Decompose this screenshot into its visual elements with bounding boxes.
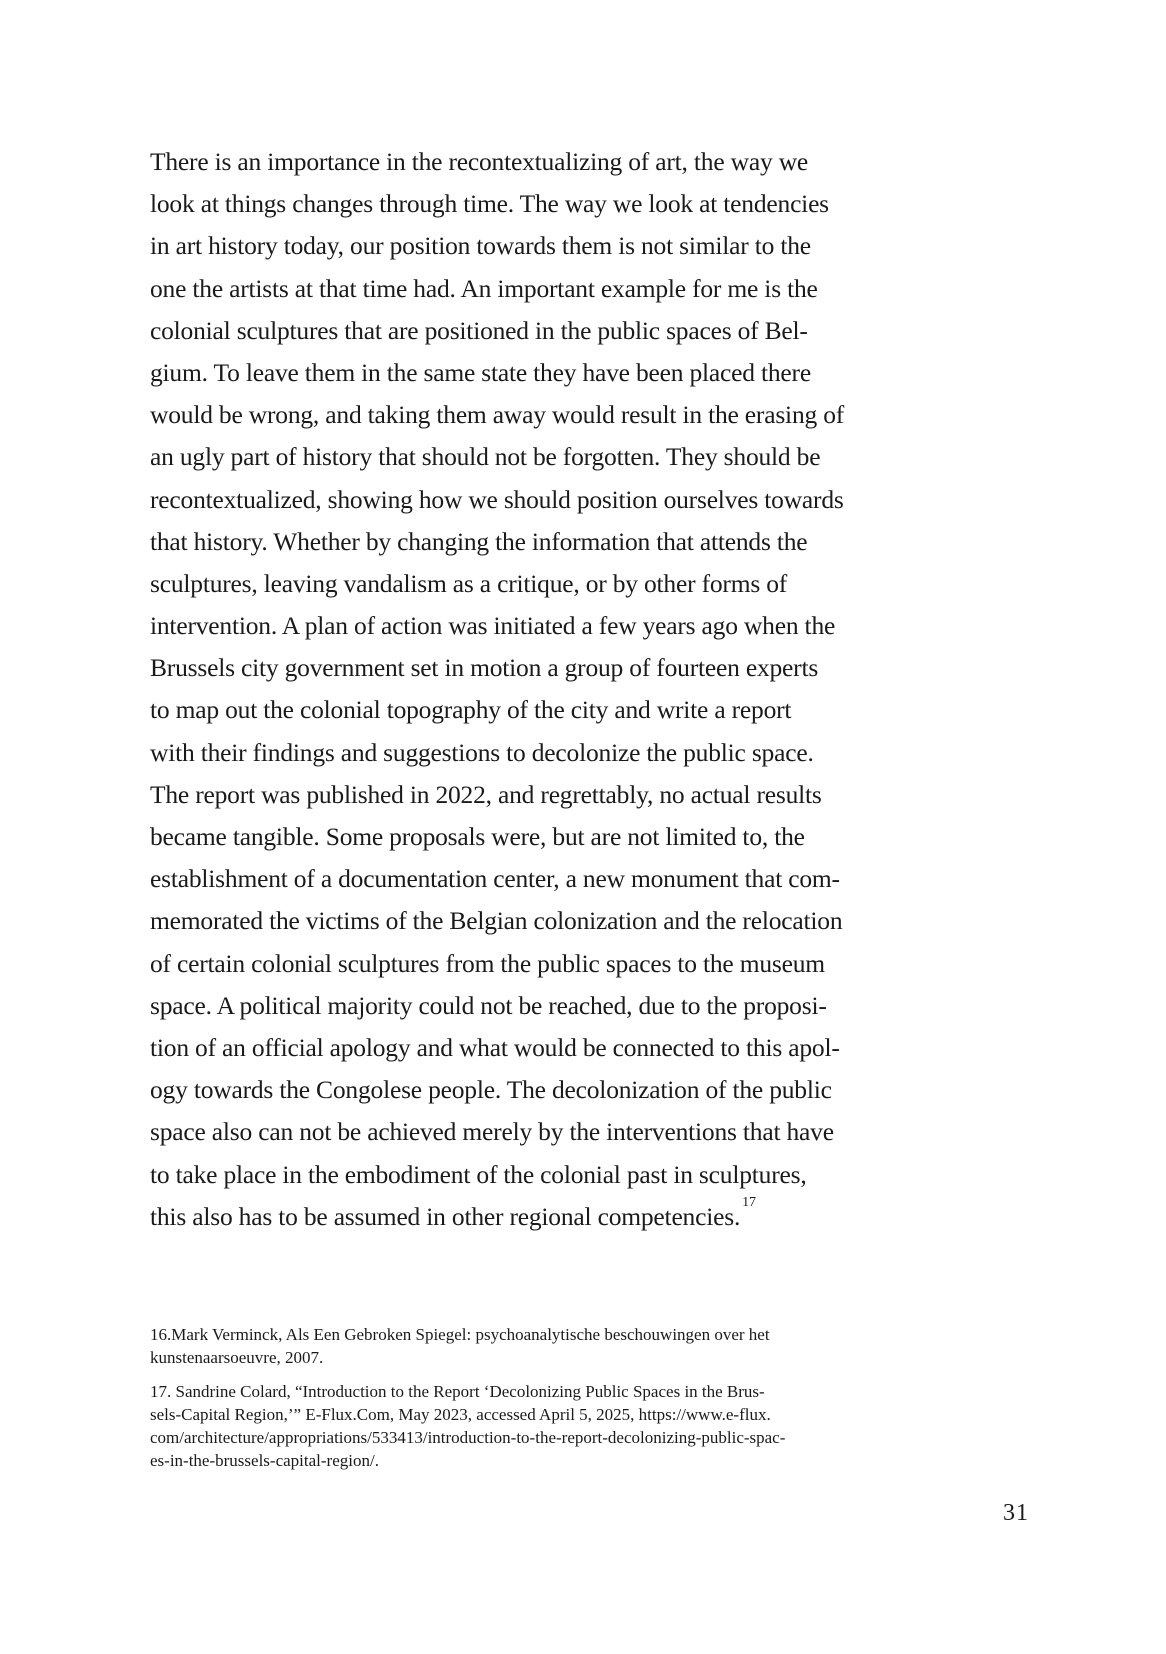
footnote-line: sels-Capital Region,’” E-Flux.Com, May 2023, accessed April 5, 2025, https://www.e-flux. [150, 1404, 771, 1424]
body-line-text: would be wrong, and taking them away would result in the erasing of [150, 400, 845, 430]
body-line-text: became tangible. Some proposals were, but are not limited to, the [150, 822, 805, 851]
footnote [150, 1380, 785, 1473]
body-line [150, 1027, 844, 1069]
body-line-text: intervention. A plan of action was initiated a few years ago when the [150, 611, 836, 641]
body-line [150, 1154, 844, 1196]
body-line [150, 900, 844, 942]
body-line-text: in art history today, our position towards them is not similar to the [150, 231, 811, 261]
page-number: 31 [1003, 1500, 1029, 1526]
body-line-text: this also has to be assumed in other regional competencies. [150, 1201, 741, 1231]
body-line [150, 985, 844, 1027]
body-line-text: ogy towards the Congolese people. The decolonization of the public [150, 1075, 832, 1105]
body-line-text: sculptures, leaving vandalism as a critique, or by other forms of [150, 568, 788, 598]
body-line [150, 521, 844, 563]
body-line [150, 647, 844, 689]
footnote [150, 1323, 785, 1370]
footnote-reference[interactable]: 17 [742, 1194, 756, 1210]
body-line-text: Brussels city government set in motion a group of fourteen experts [150, 653, 819, 683]
body-line-text: memorated the victims of the Belgian colonization and the relocation [150, 906, 843, 936]
body-line [150, 774, 844, 816]
body-line [150, 605, 844, 647]
body-line-text: establishment of a documentation center, a new monument that com- [150, 864, 840, 894]
body-line [150, 1111, 844, 1153]
body-line [150, 563, 844, 605]
body-line [150, 310, 844, 352]
body-line [150, 1196, 844, 1238]
body-line-text: space also can not be achieved merely by the interventions that have [150, 1117, 834, 1147]
footnotes [150, 1323, 785, 1483]
footnote-line: com/architecture/appropriations/533413/introduction-to-the-report-decolonizing-public-spac- [150, 1428, 786, 1448]
body-line-text: colonial sculptures that are positioned in the public spaces of Bel- [150, 315, 808, 345]
body-line [150, 352, 844, 394]
body-line [150, 479, 844, 521]
body-line [150, 689, 844, 731]
body-line [150, 436, 844, 478]
body-line-text: with their findings and suggestions to decolonize the public space. [150, 737, 814, 767]
body-line-text: of certain colonial sculptures from the public spaces to the museum [150, 948, 825, 978]
body-line-text: tion of an official apology and what would be connected to this apol- [150, 1032, 840, 1062]
body-paragraph [150, 141, 844, 1238]
body-line [150, 943, 844, 985]
body-line-text: to map out the colonial topography of the city and write a report [150, 695, 792, 725]
body-line [150, 225, 844, 267]
footnote-line: kunstenaarsoeuvre, 2007. [150, 1348, 324, 1368]
body-line [150, 816, 844, 858]
body-line [150, 268, 844, 310]
body-line [150, 1069, 844, 1111]
body-line [150, 183, 844, 225]
footnote-line: es-in-the-brussels-capital-region/. [150, 1451, 379, 1471]
body-line-text: recontextualized, showing how we should position ourselves towards [150, 484, 844, 514]
footnote-line: 16.Mark Verminck, Als Een Gebroken Spiegel: psychoanalytische beschouwingen over het [150, 1325, 770, 1344]
footnote-line: 17. Sandrine Colard, “Introduction to the Report ‘Decolonizing Public Spaces in the Brus- [150, 1381, 765, 1401]
body-line-text: that history. Whether by changing the information that attends the [150, 526, 808, 556]
body-line-text: The report was published in 2022, and regrettably, no actual results [150, 779, 822, 809]
body-line-text: one the artists at that time had. An important example for me is the [150, 273, 818, 303]
body-line [150, 394, 844, 436]
body-line [150, 141, 844, 183]
body-line-text: an ugly part of history that should not be forgotten. They should be [150, 442, 821, 472]
body-line-text: gium. To leave them in the same state they have been placed there [150, 357, 811, 387]
body-line [150, 732, 844, 774]
body-line-text: There is an importance in the recontextualizing of art, the way we [150, 147, 809, 176]
body-line-text: to take place in the embodiment of the colonial past in sculptures, [150, 1159, 807, 1189]
body-line [150, 858, 844, 900]
body-line-text: space. A political majority could not be reached, due to the proposi- [150, 990, 827, 1020]
body-line-text: look at things changes through time. The way we look at tendencies [150, 189, 829, 219]
